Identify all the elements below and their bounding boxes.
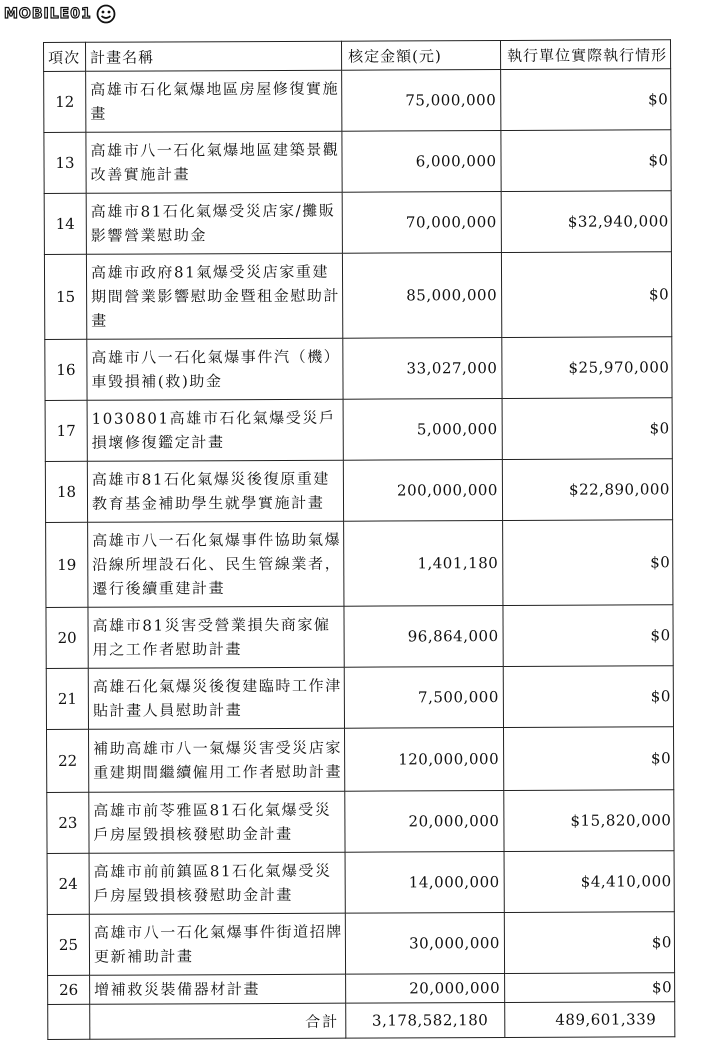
row-name: 高雄市81石化氣爆災後復原重建教育基金補助學生就學實施計畫 (87, 460, 343, 522)
row-execution: $0 (503, 520, 673, 606)
row-no: 25 (47, 914, 89, 975)
row-execution: $25,970,000 (502, 337, 672, 399)
row-name: 高雄市前前鎮區81石化氣爆受災戶房屋毀損核發慰助金計畫 (89, 852, 345, 914)
total-execution: 489,601,339 (505, 1002, 675, 1038)
row-amount: 75,000,000 (342, 70, 501, 132)
row-no: 15 (44, 254, 86, 339)
row-no: 21 (46, 668, 88, 729)
row-execution: $0 (501, 69, 671, 131)
total-row (48, 1002, 675, 1040)
row-execution: $32,940,000 (501, 191, 671, 253)
table-row (46, 727, 673, 793)
row-name: 高雄市石化氣爆地區房屋修復實施畫 (86, 70, 342, 132)
row-execution: $0 (501, 252, 671, 338)
table-row (45, 337, 672, 401)
total-amount: 3,178,582,180 (346, 1002, 505, 1038)
table-row (47, 790, 674, 854)
funding-table (43, 39, 675, 1040)
row-no: 23 (47, 792, 89, 853)
header-no: 項次 (44, 42, 86, 71)
table-row (46, 605, 673, 669)
row-amount: 70,000,000 (342, 192, 501, 254)
row-no: 19 (46, 522, 88, 607)
row-amount: 20,000,000 (346, 973, 505, 1003)
row-amount: 200,000,000 (343, 459, 502, 521)
row-execution: $0 (503, 605, 673, 667)
row-name: 高雄市政府81氣爆受災店家重建期間營業影響慰助金暨租金慰助計畫 (86, 253, 342, 339)
table-row (46, 666, 673, 730)
row-name: 高雄市八一石化氣爆事件街道招牌更新補助計畫 (89, 913, 345, 975)
table-row (45, 459, 672, 523)
row-name: 高雄市八一石化氣爆地區建築景觀改善實施計畫 (86, 131, 342, 193)
table-row (47, 851, 674, 915)
row-no: 12 (44, 71, 86, 132)
row-amount: 30,000,000 (345, 912, 504, 974)
document-sheet (43, 39, 674, 1040)
row-name: 1030801高雄市石化氣爆受災戶損壞修復鑑定計畫 (87, 399, 343, 461)
header-row (44, 40, 671, 72)
table-row (45, 398, 672, 462)
row-no: 17 (45, 400, 87, 461)
row-no: 24 (47, 853, 89, 914)
row-execution: $4,410,000 (504, 851, 674, 913)
total-label: 合計 (90, 1003, 346, 1039)
row-execution: $0 (501, 130, 671, 192)
table-row (44, 130, 671, 194)
row-execution: $0 (504, 912, 674, 974)
row-amount: 85,000,000 (342, 253, 501, 339)
row-no: 20 (46, 607, 88, 668)
row-amount: 96,864,000 (344, 605, 503, 667)
table-row (48, 973, 675, 1005)
row-name: 補助高雄市八一氣爆災害受災店家重建期間繼續僱用工作者慰助計畫 (88, 728, 344, 792)
row-no: 16 (45, 339, 87, 400)
row-no: 14 (44, 193, 86, 254)
row-name: 高雄市前苓雅區81石化氣爆受災戶房屋毀損核發慰助金計畫 (89, 791, 345, 853)
row-no: 13 (44, 132, 86, 193)
row-execution: $22,890,000 (502, 459, 672, 521)
row-no: 26 (48, 975, 90, 1004)
row-execution: $0 (502, 398, 672, 460)
header-amount: 核定金額(元) (341, 41, 500, 71)
row-name: 高雄市81石化氣爆受災店家/攤販影響營業慰助金 (86, 192, 342, 254)
row-execution: $0 (503, 727, 673, 791)
header-name: 計畫名稱 (86, 41, 342, 71)
mobile01-logo (4, 4, 117, 24)
row-amount: 1,401,180 (344, 520, 503, 606)
row-amount: 6,000,000 (342, 131, 501, 193)
row-no: 18 (45, 461, 87, 522)
table-row (47, 912, 674, 976)
smiley-face-icon (95, 4, 117, 24)
row-amount: 33,027,000 (343, 338, 502, 400)
row-amount: 7,500,000 (344, 666, 503, 728)
logo-text: MOBILE01 (4, 6, 92, 22)
table-row (44, 191, 671, 255)
row-amount: 5,000,000 (343, 399, 502, 461)
row-no: 22 (46, 729, 88, 792)
table-row (46, 520, 673, 608)
row-execution: $0 (503, 666, 673, 728)
row-name: 高雄石化氣爆災後復建臨時工作津貼計畫人員慰助計畫 (88, 667, 344, 729)
row-amount: 20,000,000 (345, 790, 504, 852)
row-name: 高雄市81災害受營業損失商家僱用之工作者慰助計畫 (88, 606, 344, 668)
header-execution: 執行單位實際執行情形 (500, 40, 670, 70)
row-name: 增補救災裝備器材計畫 (90, 974, 346, 1004)
row-amount: 14,000,000 (345, 851, 504, 913)
row-amount: 120,000,000 (344, 727, 503, 791)
table-row (44, 252, 671, 340)
table-row (44, 69, 671, 133)
row-name: 高雄市八一石化氣爆事件汽（機）車毀損補(救)助金 (87, 338, 343, 400)
row-name: 高雄市八一石化氣爆事件協助氣爆沿線所埋設石化、民生管線業者，遷行後續重建計畫 (88, 521, 344, 607)
row-execution: $15,820,000 (504, 790, 674, 852)
total-no-cell (48, 1004, 90, 1039)
row-execution: $0 (505, 973, 675, 1003)
